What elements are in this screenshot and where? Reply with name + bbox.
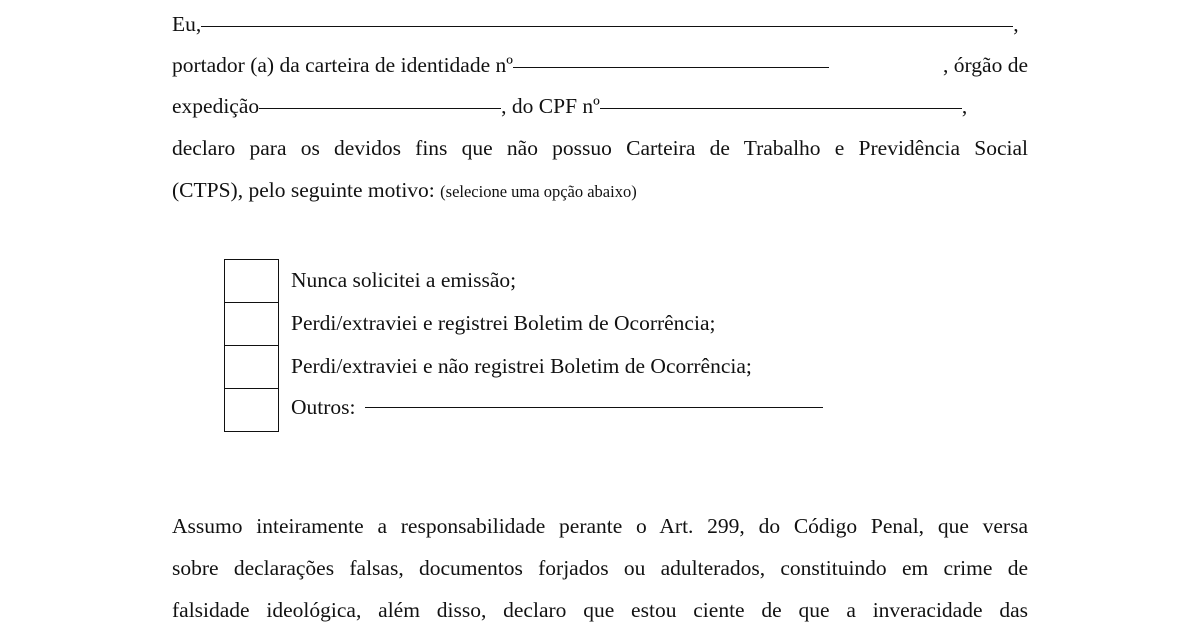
declaration-text: declaro para os devidos fins que não possuo Carteira de Trabalho e Previdência Social: [172, 136, 1028, 160]
option-label-others: Outros:: [291, 395, 356, 419]
checkbox-lost-without-report[interactable]: [224, 345, 279, 388]
reason-hint: (selecione uma opção abaixo): [440, 182, 637, 201]
responsibility-line-1: Assumo inteiramente a responsabilidade perante o Art. 299, do Código Penal, que versa: [172, 514, 1028, 538]
identity-line: [172, 48, 1028, 82]
option-label-lost-without-report: Perdi/extraviei e não registrei Boletim de Ocorrência;: [291, 354, 752, 378]
checkbox-never-requested[interactable]: [224, 259, 279, 302]
option-label-never-requested: Nunca solicitei a emissão;: [291, 268, 517, 292]
name-blank[interactable]: [201, 25, 1013, 27]
name-line: [172, 7, 1028, 41]
responsibility-line-3: falsidade ideológica, além disso, declaro que estou ciente de que a inveracidade das: [172, 598, 1028, 622]
others-blank[interactable]: [365, 406, 823, 408]
reason-label: (CTPS), pelo seguinte motivo:: [172, 178, 435, 202]
identity-label: portador (a) da carteira de identidade nº: [172, 53, 513, 77]
option-checkboxes: [224, 259, 279, 432]
identity-number-blank[interactable]: [513, 66, 829, 68]
name-suffix: ,: [1013, 12, 1019, 36]
cpf-blank[interactable]: [600, 107, 962, 109]
responsibility-line-2: sobre declarações falsas, documentos forjados ou adulterados, constituindo em crime de: [172, 556, 1028, 580]
checkbox-lost-with-report[interactable]: [224, 302, 279, 345]
cpf-suffix: ,: [961, 94, 968, 118]
checkbox-others[interactable]: [224, 388, 279, 432]
issuer-label: , órgão de: [943, 53, 1028, 77]
issuer-label-2: expedição: [172, 94, 260, 118]
issuer-blank[interactable]: [259, 107, 501, 109]
option-others: [291, 392, 823, 422]
issuer-cpf-line: [172, 89, 1028, 123]
name-prefix: Eu,: [172, 12, 202, 36]
option-label-lost-with-report: Perdi/extraviei e registrei Boletim de Ocorrência;: [291, 311, 716, 335]
cpf-label: , do CPF nº: [501, 94, 600, 118]
reason-line: [172, 173, 1028, 207]
